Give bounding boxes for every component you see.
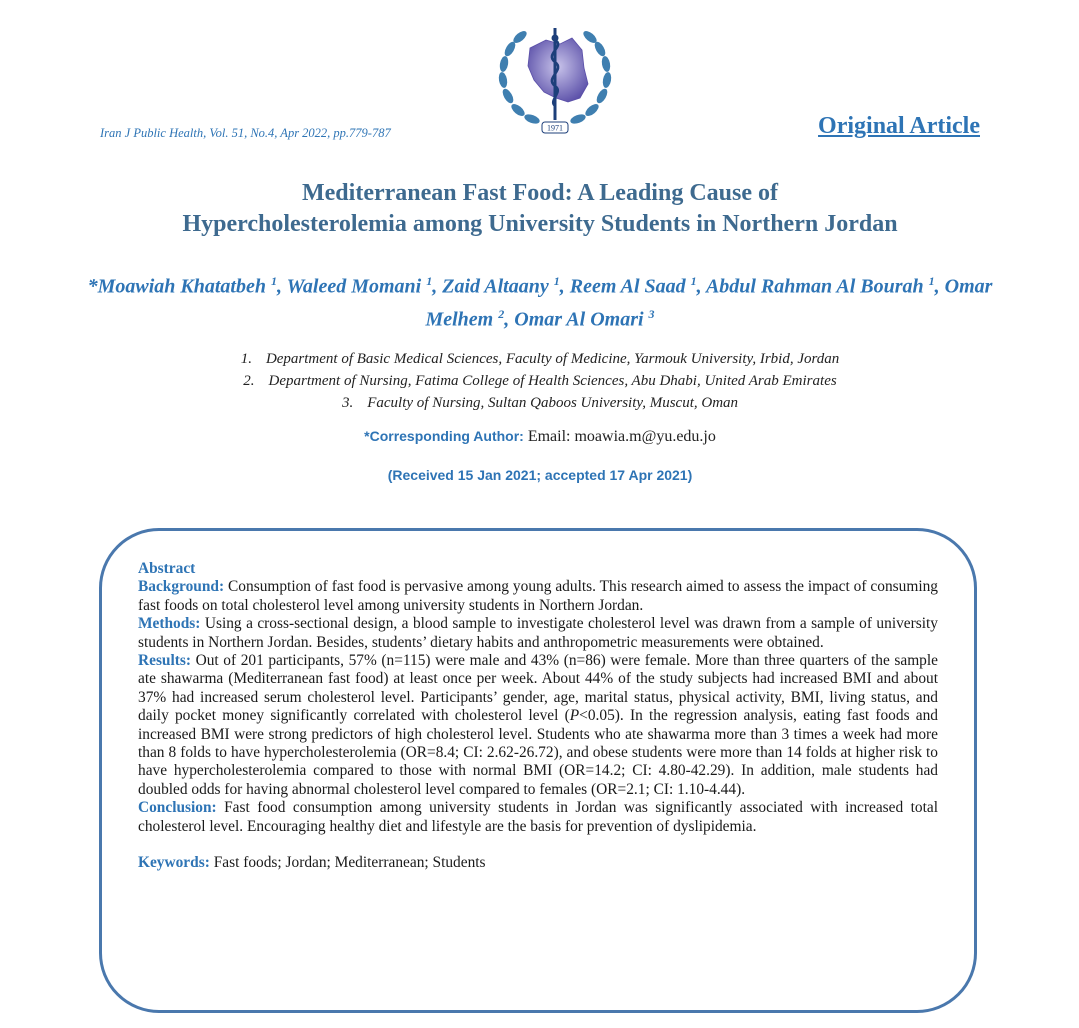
corresponding-author (60, 428, 1020, 446)
affiliation-list (100, 348, 980, 414)
affiliation-item: 3. Faculty of Nursing, Sultan Qaboos University, Muscut, Oman (341, 395, 739, 411)
author-name: Waleed Momani (286, 275, 422, 298)
abstract-results: Results: Out of 201 participants, 57% (n=115) were male and 43% (n=86) were female. More than three quarters of the sample ate shawarma (Mediterranean fast food) at least once per week. About 44% of the study subjects had increased BMI and about 37% had increased serum cholesterol level. Participants’ gender, age, marital status, physical activity, BMI, living status, and daily pocket money significantly correlated with cholesterol level (P<0.05). In the regression analysis, eating fast foods and increased BMI were strong predictors of high cholesterol level. Students who ate shawarma more than 3 times a week had more than 8 folds to have hypercholesterolemia (OR=8.4; CI: 2.62-26.72), and obese students were more than 14 folds at higher risk to have hypercholesterolemia compared to those with normal BMI (OR=14.2; CI: 4.80-42.29). In addition, male students had doubled odds for having abnormal cholesterol level compared to females (OR=2.1; CI: 1.10-4.44). (138, 652, 938, 798)
received-dates: (Received 15 Jan 2021; accepted 17 Apr 2021) (387, 467, 693, 483)
author-affil: 1 (426, 274, 433, 288)
article-title (60, 178, 1020, 240)
author-affil: 1 (928, 274, 935, 288)
author-list: *Moawiah Khatatbeh $^1$, Waleed Momani $^1$, Zaid Altaany $^1$, Reem Al Saad $^1$, Abdul Rahman Al Bourah $^1$, Omar Melhem $^2$, Omar Al Omari $^3$ (87, 274, 993, 331)
author-name: Omar Al Omari (514, 308, 644, 331)
logo-year: 1971 (547, 123, 563, 133)
author-name: Zaid Altaany (442, 275, 549, 298)
title-line-2: Hypercholesterolemia among University Students in Northern Jordan (182, 211, 898, 237)
author-name: Reem Al Saad (569, 275, 686, 298)
abstract-heading: Abstract (138, 560, 196, 577)
author-affil: 1 (270, 274, 277, 288)
journal-logo-icon (494, 18, 616, 138)
affiliation-item: 2. Department of Nursing, Fatima College of Health Sciences, Abu Dhabi, United Arab Emirates (243, 373, 837, 389)
abstract-section (138, 560, 938, 873)
author-affil: 1 (690, 274, 697, 288)
author-affil: 1 (553, 274, 560, 288)
author-name: Omar Melhem (425, 275, 993, 331)
abstract-conclusion: Conclusion: Fast food consumption among university students in Jordan was significantly associated with increased total cholesterol level. Encouraging healthy diet and lifestyle are the basis for prevention of dyslipidemia. (138, 799, 938, 835)
corresponding-label: *Corresponding Author: (364, 428, 524, 444)
author-name: *Moawiah Khatatbeh (87, 275, 266, 298)
corresponding-email[interactable]: Email: moawia.m@yu.edu.jo (527, 428, 716, 445)
article-type-link[interactable]: Original Article (818, 113, 980, 139)
author-name: Abdul Rahman Al Bourah (705, 275, 924, 298)
abstract-background: Background: Consumption of fast food is pervasive among young adults. This research aimed to assess the impact of consuming fast foods on total cholesterol level among university students in Northern Jordan. (138, 578, 938, 614)
journal-citation: Iran J Public Health, Vol. 51, No.4, Apr 2022, pp.779-787 (100, 126, 391, 140)
title-line-1: Mediterranean Fast Food: A Leading Cause of (302, 180, 778, 206)
abstract-methods: Methods: Using a cross-sectional design, a blood sample to investigate cholesterol level was drawn from a sample of university students in Northern Jordan. Besides, students’ dietary habits and anthropometric measurements were obtained. (138, 615, 938, 651)
author-affil: 3 (648, 306, 655, 321)
author-affil: 2 (498, 306, 505, 321)
abstract-keywords: Keywords: Fast foods; Jordan; Mediterranean; Students (138, 854, 486, 872)
affiliation-item: 1. Department of Basic Medical Sciences, Faculty of Medicine, Yarmouk University, Irbid, Jordan (240, 351, 840, 367)
